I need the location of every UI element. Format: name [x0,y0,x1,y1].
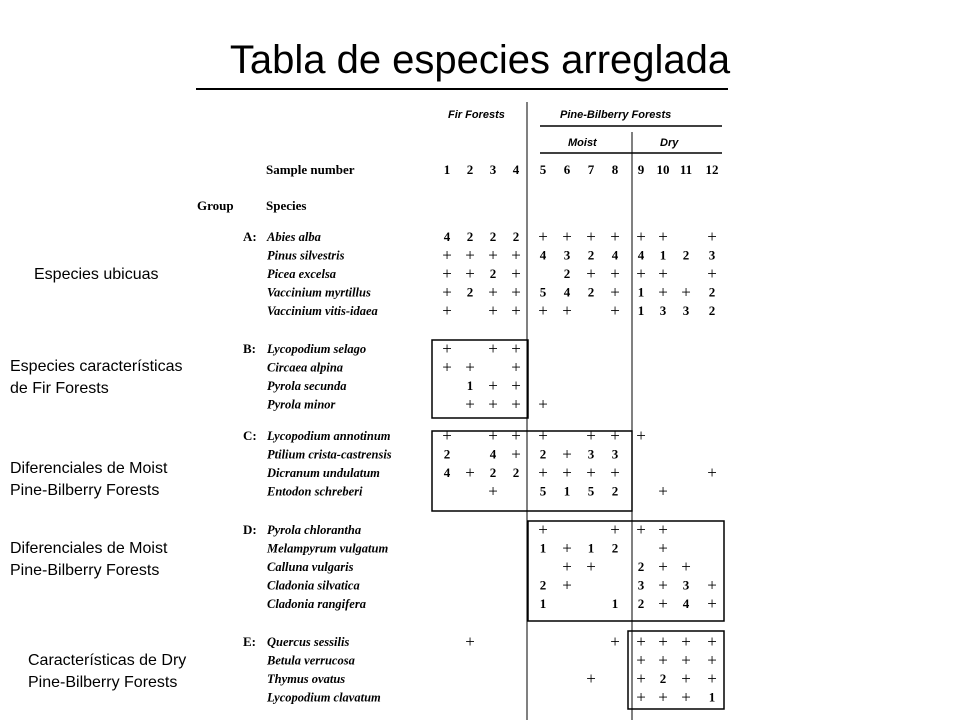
abundance-cell: + [562,227,572,246]
abundance-cell: + [610,264,620,283]
abundance-cell: + [465,245,475,265]
table-body [243,227,717,707]
abundance-cell: 2 [466,284,474,300]
abundance-cell: 2 [637,559,645,574]
abundance-cell: + [586,669,596,688]
species-name: Pinus silvestris [267,248,345,263]
abundance-cell: 4 [489,446,497,462]
abundance-cell: 2 [466,229,474,244]
abundance-cell: 2 [489,266,497,281]
abundance-cell: + [681,650,691,670]
abundance-cell: 4 [682,596,690,611]
sample-number: 3 [489,162,497,177]
abundance-cell: 5 [539,483,547,499]
species-name: Pyrola chlorantha [267,523,362,537]
abundance-cell: + [442,357,452,377]
species-name: Abies alba [267,230,321,244]
box-group-c [432,431,632,511]
group-letter: B: [243,341,256,356]
abundance-cell: 2 [611,540,619,556]
species-name: Circaea alpina [267,360,344,375]
abundance-cell: + [488,301,498,320]
abundance-cell: 2 [659,671,667,686]
abundance-cell: + [658,650,668,670]
abundance-cell: + [465,264,475,283]
species-name: Pyrola minor [267,397,336,412]
sample-number: 2 [466,162,474,177]
note-moist-differential-1: Diferenciales de Moist Pine-Bilberry Forests [10,460,168,499]
abundance-cell: + [511,339,521,358]
abundance-cell: 3 [682,303,690,318]
abundance-cell: + [511,264,521,283]
abundance-cell: + [658,227,668,246]
species-name: Pyrola secunda [267,379,347,393]
species-name: Lycopodium clavatum [267,690,381,705]
abundance-cell: 2 [512,465,520,480]
abundance-cell: + [658,520,668,539]
abundance-cell: + [681,687,691,707]
abundance-cell: + [610,463,620,482]
abundance-cell: + [636,227,646,246]
abundance-cell: 5 [539,284,547,300]
sample-number: 5 [539,162,547,177]
abundance-cell: + [586,463,596,482]
abundance-cell: + [610,520,620,539]
abundance-cell: + [511,301,521,320]
abundance-cell: + [562,463,572,482]
abundance-cell: 2 [443,446,451,462]
abundance-cell: + [442,245,452,265]
note-ubiquitous-species: Especies ubicuas [34,266,159,283]
sample-number: 11 [679,162,693,177]
abundance-cell: 4 [539,247,547,263]
abundance-cell: + [511,282,521,302]
header-fir-forests: Fir Forests [448,109,505,121]
sample-number: 4 [512,162,520,177]
abundance-cell: + [681,632,691,651]
note-fir-characteristic: Especies características de Fir Forests [10,358,183,397]
abundance-cell: 1 [708,689,716,705]
species-name: Lycopodium selago [267,342,367,356]
abundance-cell: + [636,426,646,445]
box-group-d [528,521,724,621]
abundance-cell: 2 [708,303,716,318]
abundance-cell: + [465,632,475,651]
sample-number: 7 [587,162,595,177]
abundance-cell: + [511,376,521,395]
abundance-cell: 3 [659,303,667,318]
note-moist-differential-2: Diferenciales de Moist Pine-Bilberry Forests [10,540,168,579]
abundance-cell: 2 [489,465,497,480]
abundance-cell: 1 [637,284,645,300]
group-letter: E: [243,634,256,649]
abundance-cell: + [610,632,620,651]
sample-number-row [444,162,719,177]
abundance-cell: 3 [637,577,645,593]
sample-number-label: Sample number [266,162,355,177]
abundance-cell: 4 [443,465,451,480]
abundance-cell: 2 [539,577,547,593]
abundance-cell: 1 [466,378,474,393]
abundance-cell: 2 [587,247,595,263]
abundance-cell: 1 [659,247,667,263]
abundance-cell: 1 [611,596,619,611]
abundance-cell: + [658,264,668,283]
abundance-cell: 4 [563,284,571,300]
abundance-cell: + [488,245,498,265]
abundance-cell: + [707,650,717,670]
abundance-cell: 1 [539,596,547,611]
abundance-cell: + [538,520,548,539]
abundance-cell: + [636,264,646,283]
header-moist: Moist [568,137,597,149]
abundance-cell: + [658,282,668,302]
abundance-cell: 2 [489,229,497,244]
species-name: Cladonia rangifera [267,597,366,611]
abundance-cell: + [610,426,620,445]
abundance-cell: + [586,557,596,576]
abundance-cell: 3 [587,446,595,462]
abundance-cell: + [562,444,572,464]
abundance-cell: + [488,426,498,445]
abundance-cell: + [538,301,548,320]
abundance-cell: 2 [539,446,547,462]
abundance-cell: 3 [708,247,716,263]
abundance-cell: + [442,282,452,302]
group-letter: A: [243,229,257,244]
abundance-cell: + [538,394,548,414]
abundance-cell: + [465,394,475,414]
note-dry-characteristic: Características de Dry Pine-Bilberry Forests [28,652,187,691]
abundance-cell: + [658,594,668,613]
abundance-cell: + [636,650,646,670]
abundance-cell: 2 [637,596,645,611]
abundance-cell: + [488,481,498,501]
abundance-cell: + [442,264,452,283]
abundance-cell: 1 [563,483,571,499]
abundance-cell: + [658,687,668,707]
abundance-cell: + [658,632,668,651]
abundance-cell: + [681,557,691,576]
abundance-cell: + [610,227,620,246]
species-name: Ptilium crista-castrensis [267,447,392,462]
abundance-cell: + [658,538,668,558]
sample-number: 1 [443,162,451,177]
abundance-cell: + [538,426,548,445]
abundance-cell: 4 [611,247,619,263]
abundance-cell: + [658,481,668,501]
abundance-cell: + [488,394,498,414]
abundance-cell: + [488,376,498,395]
abundance-cell: + [442,301,452,320]
abundance-cell: + [442,426,452,445]
species-label: Species [266,198,307,213]
abundance-cell: + [442,339,452,358]
abundance-cell: 1 [587,540,595,556]
abundance-cell: + [511,426,521,445]
abundance-cell: + [610,282,620,302]
abundance-cell: + [586,264,596,283]
abundance-cell: 2 [682,247,690,263]
abundance-cell: + [636,632,646,651]
abundance-cell: 5 [587,483,595,499]
species-name: Vaccinium myrtillus [267,285,371,300]
sample-number: 6 [563,162,571,177]
abundance-cell: 2 [587,284,595,300]
species-name: Calluna vulgaris [267,560,354,574]
abundance-cell: 4 [443,229,451,244]
sample-number: 10 [656,162,670,177]
abundance-cell: + [636,687,646,707]
abundance-cell: + [636,520,646,539]
abundance-cell: + [681,282,691,302]
abundance-cell: + [562,557,572,576]
group-letter: D: [243,522,257,537]
species-name: Betula verrucosa [267,653,355,668]
abundance-cell: + [465,357,475,377]
abundance-cell: 2 [708,284,716,300]
abundance-cell: + [707,463,717,482]
species-name: Thymus ovatus [267,672,346,686]
species-name: Lycopodium annotinum [267,429,391,443]
abundance-cell: + [511,444,521,464]
abundance-cell: 3 [563,247,571,263]
abundance-cell: 2 [512,229,520,244]
abundance-cell: 3 [682,577,690,593]
header-dry: Dry [660,137,679,149]
abundance-cell: + [610,301,620,320]
abundance-cell: + [538,227,548,246]
species-name: Picea excelsa [267,267,337,281]
species-name: Dicranum undulatum [267,466,380,480]
abundance-cell: 2 [563,266,571,281]
abundance-cell: + [538,463,548,482]
abundance-cell: 1 [637,303,645,318]
abundance-cell: 3 [611,446,619,462]
header-pine-bilberry: Pine-Bilberry Forests [560,109,672,121]
abundance-cell: + [707,632,717,651]
abundance-cell: + [658,557,668,576]
abundance-cell: + [707,227,717,246]
species-name: Cladonia silvatica [267,578,360,593]
abundance-cell: + [707,264,717,283]
abundance-cell: + [707,575,717,595]
abundance-cell: + [488,339,498,358]
abundance-cell: 4 [637,247,645,263]
abundance-cell: 1 [539,540,547,556]
abundance-cell: + [636,669,646,688]
sample-number: 9 [637,162,645,177]
abundance-cell: + [562,301,572,320]
abundance-cell: + [511,357,521,377]
group-label: Group [197,198,234,213]
abundance-cell: + [511,245,521,265]
abundance-cell: + [707,669,717,688]
sample-number: 12 [705,162,719,177]
abundance-cell: + [586,426,596,445]
abundance-cell: + [586,227,596,246]
species-name: Vaccinium vitis-idaea [267,304,378,318]
slide-title: Tabla de especies arreglada [229,38,731,82]
abundance-cell: + [707,594,717,613]
species-name: Entodon schreberi [267,484,363,499]
sample-number: 8 [611,162,619,177]
abundance-cell: + [465,463,475,482]
species-name: Melampyrum vulgatum [267,541,389,556]
abundance-cell: + [681,669,691,688]
abundance-cell: + [658,575,668,595]
abundance-cell: + [562,575,572,595]
abundance-cell: + [562,538,572,558]
species-name: Quercus sessilis [267,635,350,649]
group-letter: C: [243,428,257,443]
abundance-cell: + [488,282,498,302]
abundance-cell: + [511,394,521,414]
abundance-cell: 2 [611,483,619,499]
